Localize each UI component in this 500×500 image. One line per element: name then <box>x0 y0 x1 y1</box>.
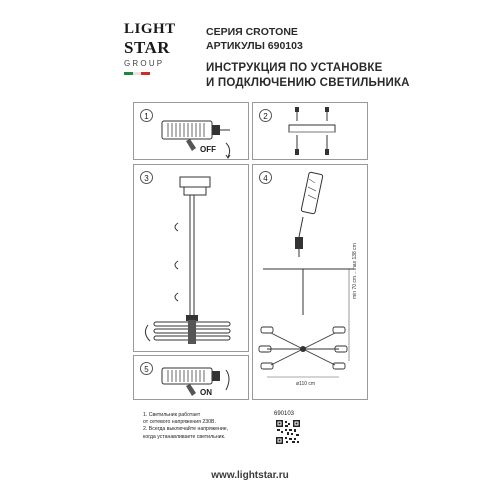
step-number: 5 <box>140 362 153 375</box>
brand-logo-line2: STAR <box>124 38 171 57</box>
switch-on-label: ON <box>200 388 212 397</box>
switch-on-illustration <box>134 356 250 401</box>
step-panel-4 <box>252 164 368 400</box>
instruction-title-line2: И ПОДКЛЮЧЕНИЮ СВЕТИЛЬНИКА <box>206 77 410 89</box>
switch-off-label: OFF <box>200 145 216 154</box>
step-panel-2 <box>252 102 368 160</box>
series-title: СЕРИЯ CROTONE <box>206 26 298 38</box>
switch-off-illustration <box>134 103 250 161</box>
note-line: когда устанавливаете светильник. <box>143 433 226 440</box>
note-line: от сетевого напряжения 230В. <box>143 419 216 426</box>
step-number: 4 <box>259 171 272 184</box>
step-number: 2 <box>259 109 272 122</box>
qr-code-icon <box>276 420 300 444</box>
step-number: 3 <box>140 171 153 184</box>
safety-notes <box>143 412 228 441</box>
brand-logo <box>124 22 174 82</box>
website-link[interactable]: www.lightstar.ru <box>211 470 289 481</box>
diameter-dimension: ø110 cm <box>296 381 316 387</box>
brand-logo-line3: GROUP <box>124 59 165 68</box>
note-line: 2. Всегда выключайте напряжение, <box>143 426 229 433</box>
italian-flag-icon <box>124 72 150 75</box>
height-dimension: min 70 cm....max 138 cm <box>352 243 358 299</box>
step-panel-3 <box>133 164 249 352</box>
ceiling-mount-illustration <box>253 103 369 161</box>
note-line: 1. Светильник работает <box>143 412 201 418</box>
brand-logo-line1: LIGHT <box>124 21 176 37</box>
step-panel-5 <box>133 355 249 400</box>
model-number: 690103 <box>274 411 295 417</box>
article-number: АРТИКУЛЫ 690103 <box>206 40 303 52</box>
step-number: 1 <box>140 109 153 122</box>
assembly-illustration <box>134 165 250 353</box>
instruction-title-line1: ИНСТРУКЦИЯ ПО УСТАНОВКЕ <box>206 62 383 74</box>
step-panel-1 <box>133 102 249 160</box>
